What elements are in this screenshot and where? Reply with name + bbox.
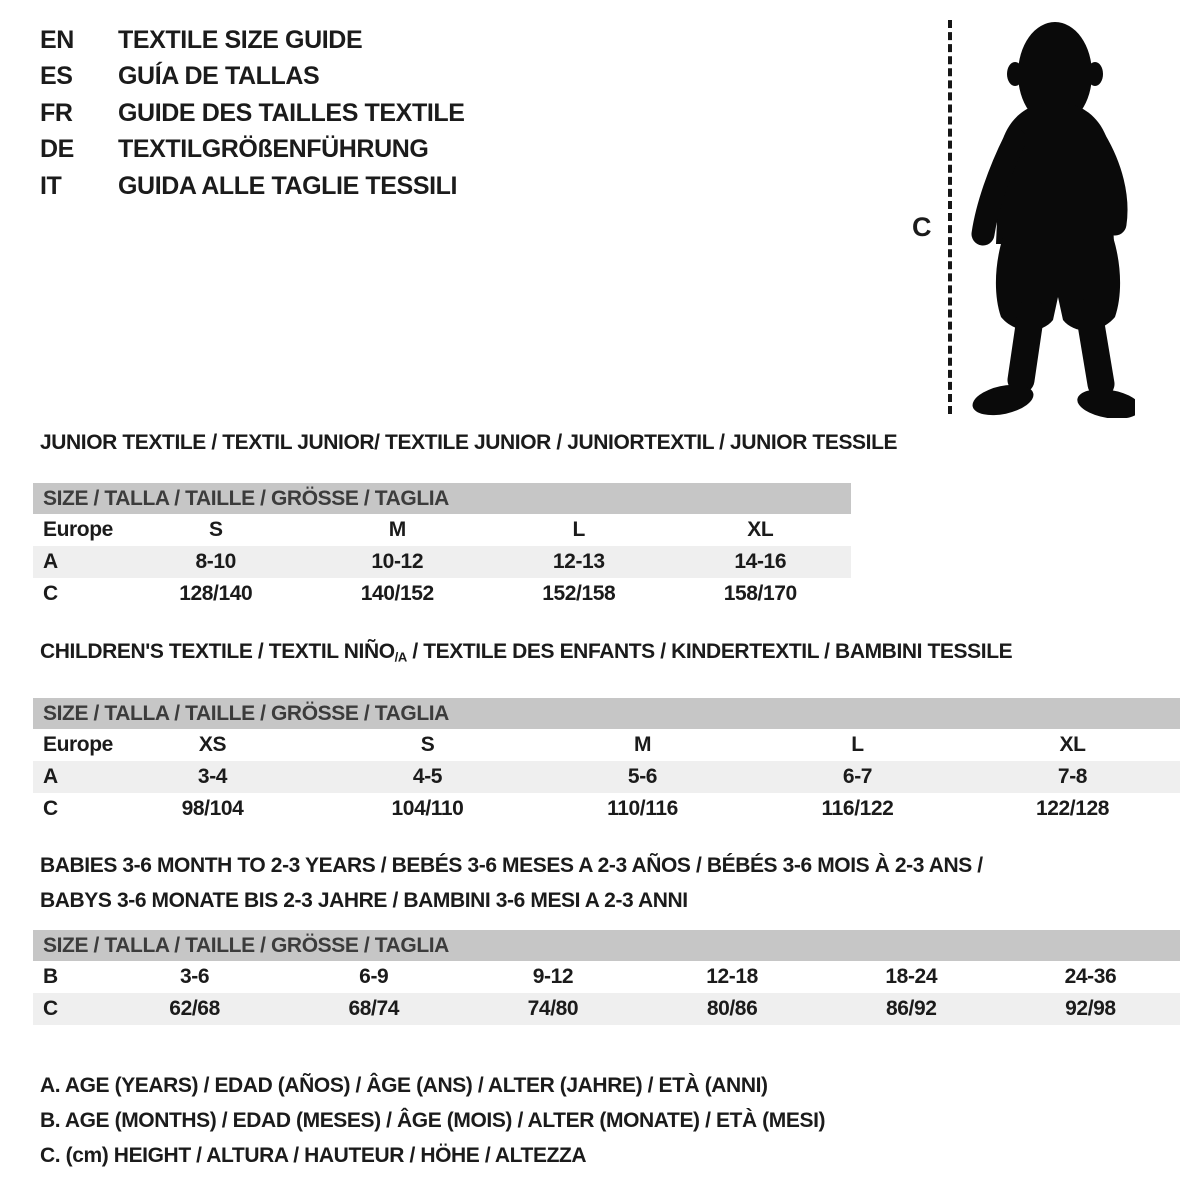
size-table — [33, 483, 851, 610]
size-cell: 86/92 — [885, 997, 937, 1020]
size-cell: 12-13 — [552, 550, 605, 573]
row-label: C — [43, 796, 58, 820]
size-cell: M — [388, 518, 406, 541]
row-label: C — [43, 997, 58, 1020]
size-cell: XS — [198, 732, 227, 756]
row-label: A — [43, 550, 58, 573]
heading-segment: /A — [394, 649, 407, 665]
language-code: ES — [40, 62, 73, 91]
size-cell: 80/86 — [706, 997, 758, 1020]
size-cell: 5-6 — [627, 764, 658, 788]
language-row — [40, 58, 465, 94]
language-title: GUÍA DE TALLAS — [118, 62, 320, 91]
heading-segment: BABIES 3-6 MONTH TO 2-3 YEARS / BEBÉS 3-6 MESES A 2-3 AÑOS / BÉBÉS 3-6 MOIS À 2-3 ANS / — [40, 854, 983, 877]
height-measure-label: C — [912, 212, 932, 242]
size-cell: 128/140 — [179, 582, 253, 605]
size-cell: 140/152 — [360, 582, 434, 605]
row-label: A — [43, 764, 58, 788]
size-cell: L — [851, 732, 864, 756]
size-cell: 3-4 — [197, 764, 228, 788]
language-row — [40, 131, 465, 167]
size-cell: 3-6 — [180, 965, 210, 988]
table-row — [33, 793, 1180, 825]
heading-segment: BABYS 3-6 MONATE BIS 2-3 JAHRE / BAMBINI 3-6 MESI A 2-3 ANNI — [40, 889, 688, 912]
language-code: EN — [40, 26, 74, 54]
size-cell: 116/122 — [821, 796, 894, 820]
size-cell: 158/170 — [723, 582, 797, 605]
row-label: C — [43, 582, 58, 605]
toddler-silhouette-icon — [963, 12, 1135, 418]
heading-segment: / TEXTILE DES ENFANTS / KINDERTEXTIL / BAMBINI TESSILE — [406, 640, 1013, 663]
language-title: GUIDA ALLE TAGLIE TESSILI — [118, 171, 458, 200]
size-cell: 10-12 — [371, 550, 424, 573]
section-childrens-textile — [33, 640, 1180, 825]
height-measure-dashed-line — [948, 20, 952, 414]
size-cell: 92/98 — [1065, 997, 1116, 1020]
size-cell: 6-9 — [359, 965, 389, 988]
size-cell: 12-18 — [706, 965, 758, 988]
legend — [40, 1068, 825, 1173]
language-code: DE — [40, 135, 74, 164]
table-row — [33, 993, 1180, 1025]
section-heading — [40, 640, 1180, 670]
language-title: TEXTILE SIZE GUIDE — [118, 26, 363, 54]
table-row — [33, 961, 1180, 993]
table-row — [33, 546, 851, 578]
section-heading — [40, 883, 1180, 918]
row-label: B — [43, 965, 58, 988]
legend-line: B. AGE (MONTHS) / EDAD (MESES) / ÂGE (MOIS) / ALTER (MONATE) / ETÀ (MESI) — [40, 1109, 826, 1132]
size-cell: S — [420, 732, 435, 756]
size-cell: S — [208, 518, 223, 541]
size-cell: 68/74 — [348, 997, 400, 1020]
heading-segment: CHILDREN'S TEXTILE / TEXTIL NIÑO — [40, 640, 395, 663]
language-code: IT — [40, 171, 62, 200]
size-table — [33, 698, 1180, 825]
size-cell: 4-5 — [412, 764, 443, 788]
size-cell: 62/68 — [169, 997, 220, 1020]
size-cell: 6-7 — [842, 764, 873, 788]
language-title: TEXTILGRÖßENFÜHRUNG — [118, 135, 429, 164]
size-cell: M — [633, 732, 652, 756]
size-cell: L — [572, 518, 585, 541]
size-cell: 7-8 — [1057, 764, 1088, 788]
table-header-band: SIZE / TALLA / TAILLE / GRÖSSE / TAGLIA — [33, 698, 1180, 729]
legend-line: A. AGE (YEARS) / EDAD (AÑOS) / ÂGE (ANS) / ALTER (JAHRE) / ETÀ (ANNI) — [40, 1074, 768, 1097]
section-junior-textile — [33, 431, 898, 610]
size-cell: 24-36 — [1064, 965, 1117, 988]
language-list — [40, 22, 465, 204]
language-code: FR — [40, 98, 73, 127]
section-heading — [40, 848, 1180, 883]
language-row — [40, 168, 465, 204]
section-heading — [40, 431, 898, 455]
table-row — [33, 761, 1180, 793]
size-cell: 18-24 — [885, 965, 938, 988]
size-cell: XL — [1059, 732, 1086, 756]
size-table — [33, 930, 1180, 1025]
size-cell: 14-16 — [734, 550, 787, 573]
size-cell: 152/158 — [542, 582, 616, 605]
row-label: Europe — [43, 518, 113, 541]
table-header-band: SIZE / TALLA / TAILLE / GRÖSSE / TAGLIA — [33, 930, 1180, 961]
size-cell: XL — [747, 518, 774, 541]
heading-segment: JUNIOR TEXTILE / TEXTIL JUNIOR/ TEXTILE JUNIOR / JUNIORTEXTIL / JUNIOR TESSILE — [40, 431, 898, 454]
legend-line: C. (cm) HEIGHT / ALTURA / HAUTEUR / HÖHE / ALTEZZA — [40, 1144, 587, 1167]
language-row — [40, 95, 465, 131]
language-row — [40, 22, 465, 58]
size-cell: 122/128 — [1035, 796, 1110, 820]
table-row — [33, 578, 851, 610]
size-cell: 74/80 — [527, 997, 579, 1020]
row-label: Europe — [43, 732, 113, 756]
size-cell: 110/116 — [607, 796, 678, 820]
size-cell: 9-12 — [532, 965, 574, 988]
table-row — [33, 514, 851, 546]
size-cell: 104/110 — [391, 796, 464, 820]
language-title: GUIDE DES TAILLES TEXTILE — [118, 98, 465, 127]
size-cell: 8-10 — [195, 550, 236, 573]
table-header-band: SIZE / TALLA / TAILLE / GRÖSSE / TAGLIA — [33, 483, 851, 514]
table-row — [33, 729, 1180, 761]
size-cell: 98/104 — [181, 796, 244, 820]
section-babies-textile — [33, 848, 1180, 1025]
